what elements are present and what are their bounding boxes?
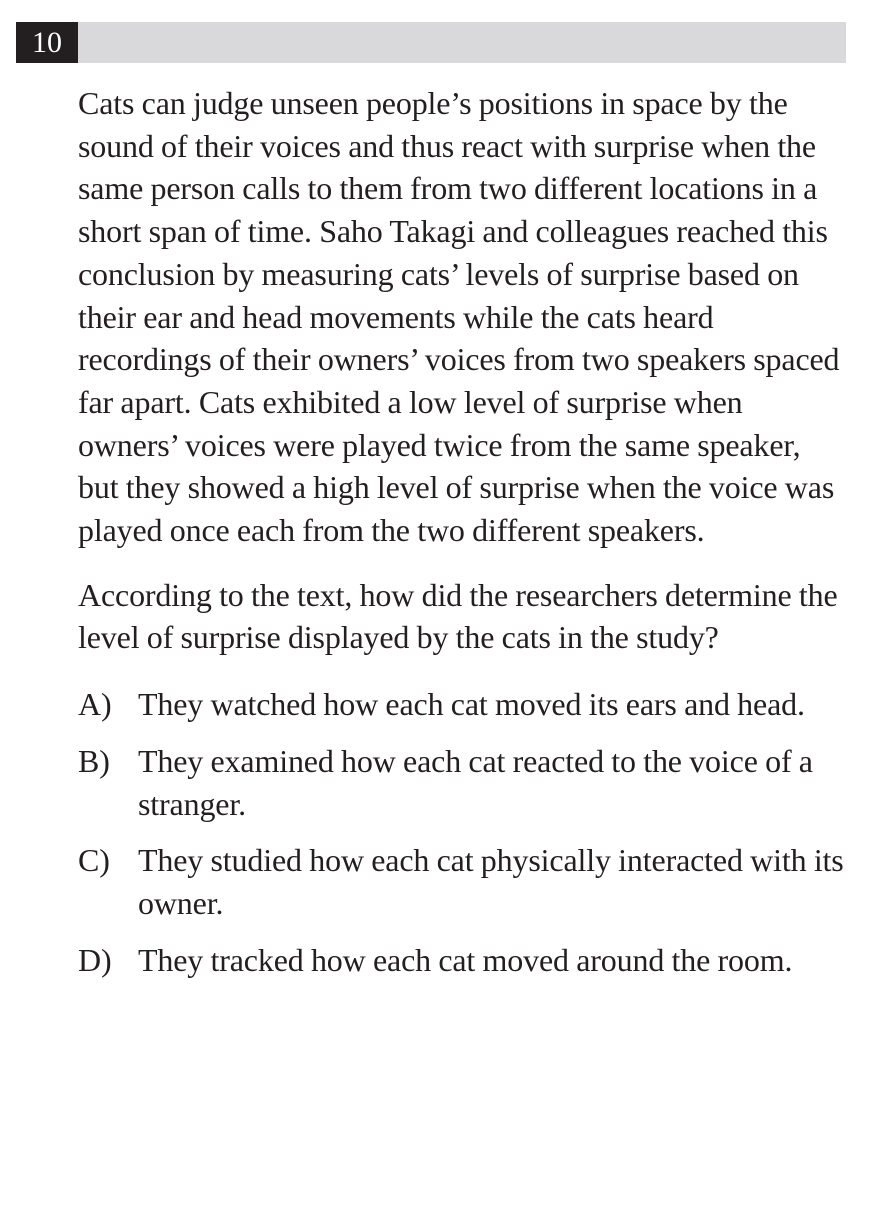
answer-choice-a[interactable] <box>78 683 848 726</box>
question-number: 10 <box>16 22 78 63</box>
answer-choices <box>78 683 848 981</box>
question-content <box>78 82 848 995</box>
choice-letter: B) <box>78 742 110 779</box>
choice-text: They studied how each cat physically interacted with its owner. <box>138 842 844 921</box>
answer-choice-c[interactable] <box>78 839 848 924</box>
choice-letter: D) <box>78 941 112 978</box>
choice-letter: C) <box>78 842 110 879</box>
answer-choice-d[interactable] <box>78 939 848 982</box>
question-stem: According to the text, how did the researchers determine the level of surprise displayed by the cats in the study? <box>78 576 838 656</box>
choice-text: They examined how each cat reacted to the voice of a stranger. <box>138 742 813 822</box>
answer-choice-b[interactable] <box>78 740 848 825</box>
choice-text: They watched how each cat moved its ears and head. <box>138 686 805 723</box>
passage-text: Cats can judge unseen people’s positions in space by the sound of their voices and thus react with surprise when the same person calls to them from two different locations in a short span of time. Saho Takagi and colleagues reached this conclusion by measuring cats’ levels of surprise based on their ear and head movements while the cats heard recordings of their owners’ voices from two speakers spaced far apart. Cats exhibited a low level of surprise when owners’ voices were played twice from the same speaker, but they showed a high level of surprise when the voice was played once each from the two different speakers. <box>78 85 840 549</box>
choice-text: They tracked how each cat moved around the room. <box>138 941 793 978</box>
choice-letter: A) <box>78 686 112 723</box>
question-header-bar <box>16 22 846 63</box>
